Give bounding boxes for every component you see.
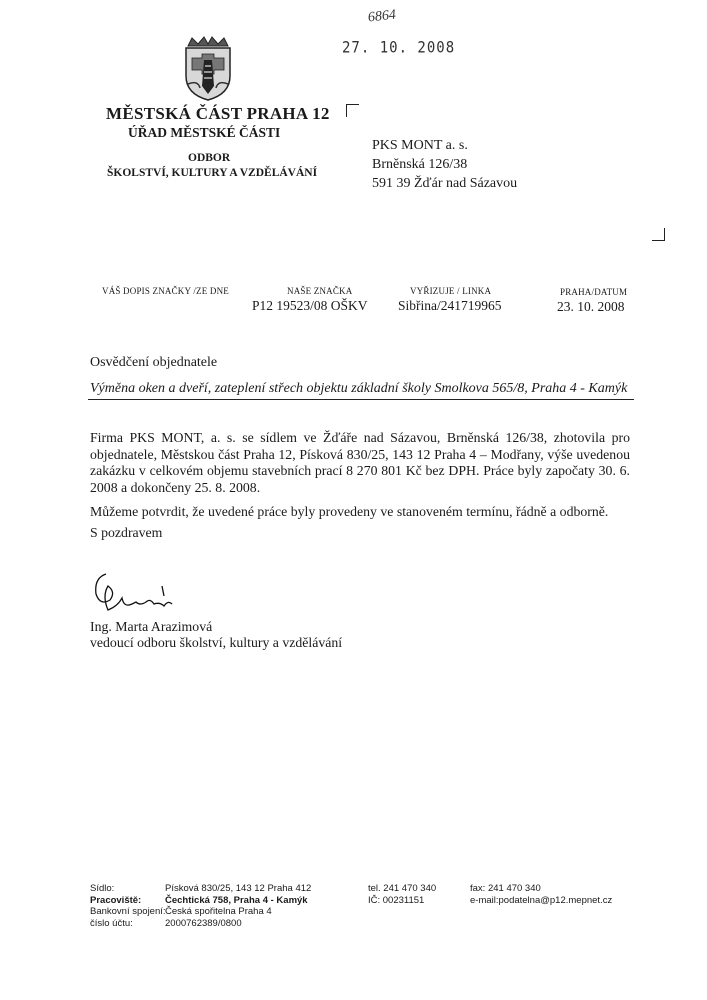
date-value: 23. 10. 2008 xyxy=(557,299,625,314)
handwritten-number: 6864 xyxy=(367,7,397,26)
footer-label-bank: Bankovní spojení: xyxy=(90,906,166,917)
body-paragraph: Firma PKS MONT, a. s. se sídlem ve Žďáře nad Sázavou, Brněnská 126/38, zhotovila pro objednatele, Městskou část Praha 12, Písková 830/25, 143 12 Praha 4 – Modřany, výše uvedenou zakázku v celkovém objemu stavebních prací 8 270 801 Kč bez DPH. Práce byly započaty 30. 6. 2008 a dokončeny 25. 8. 2008. xyxy=(90,430,630,495)
handwritten-signature xyxy=(92,566,182,626)
our-ref-label: NAŠE ZNAČKA xyxy=(287,286,353,296)
contact-value: Sibřina/241719965 xyxy=(398,298,502,313)
subject-underline xyxy=(88,399,634,400)
footer-bank-value: Česká spořitelna Praha 4 xyxy=(165,906,272,917)
footer-fax: fax: 241 470 340 xyxy=(470,883,541,894)
department-label: ODBOR xyxy=(188,152,231,164)
footer-contact-2 xyxy=(470,883,612,906)
closing-text: S pozdravem xyxy=(90,525,163,540)
department-name: ŠKOLSTVÍ, KULTURY A VZDĚLÁVÁNÍ xyxy=(107,167,318,179)
footer-contact xyxy=(368,883,436,906)
subject-detail: Výměna oken a dveří, zateplení střech objektu základní školy Smolkova 565/8, Praha 4 - Kamýk xyxy=(90,381,628,396)
signer-position: vedoucí odboru školství, kultury a vzdělávání xyxy=(90,635,343,650)
office-subtitle: ÚŘAD MĚSTSKÉ ČÁSTI xyxy=(128,125,281,140)
confirmation-text: Můžeme potvrdit, že uvedené práce byly provedeny ve stanoveném termínu, řádně a odborně. xyxy=(90,504,609,519)
address-corner-mark xyxy=(652,228,665,241)
address-corner-mark xyxy=(346,104,359,117)
date-label: PRAHA/DATUM xyxy=(560,287,628,297)
footer-label-seat: Sídlo: xyxy=(90,883,115,894)
our-ref-value: P12 19523/08 OŠKV xyxy=(252,298,368,313)
footer-label-workplace: Pracoviště: xyxy=(90,894,142,906)
received-date-stamp: 27. 10. 2008 xyxy=(342,38,456,58)
footer-workplace-value: Čechtická 758, Praha 4 - Kamýk xyxy=(165,894,308,906)
office-name: MĚSTSKÁ ČÁST PRAHA 12 xyxy=(106,104,330,123)
footer-account-value: 2000762389/0800 xyxy=(165,917,242,929)
footer-email: e-mail:podatelna@p12.mepnet.cz xyxy=(470,894,613,906)
recipient-name: PKS MONT a. s. xyxy=(372,138,468,153)
your-ref-label: VÁŠ DOPIS ZNAČKY /ZE DNE xyxy=(102,286,229,296)
recipient-address xyxy=(372,136,517,193)
recipient-city: 591 39 Žďár nad Sázavou xyxy=(372,176,518,191)
coat-of-arms-icon xyxy=(180,36,236,102)
footer-labels xyxy=(90,883,166,929)
footer-label-account: číslo účtu: xyxy=(90,917,133,929)
contact-label: VYŘIZUJE / LINKA xyxy=(410,286,492,296)
subject-title: Osvědčení objednatele xyxy=(90,355,218,370)
recipient-street: Brněnská 126/38 xyxy=(372,157,468,172)
footer-ic: IČ: 00231151 xyxy=(368,894,425,906)
footer-tel: tel. 241 470 340 xyxy=(368,883,437,894)
footer-values xyxy=(165,883,311,929)
signer-name: Ing. Marta Arazimová xyxy=(90,619,213,634)
footer-seat-value: Písková 830/25, 143 12 Praha 412 xyxy=(165,883,312,894)
